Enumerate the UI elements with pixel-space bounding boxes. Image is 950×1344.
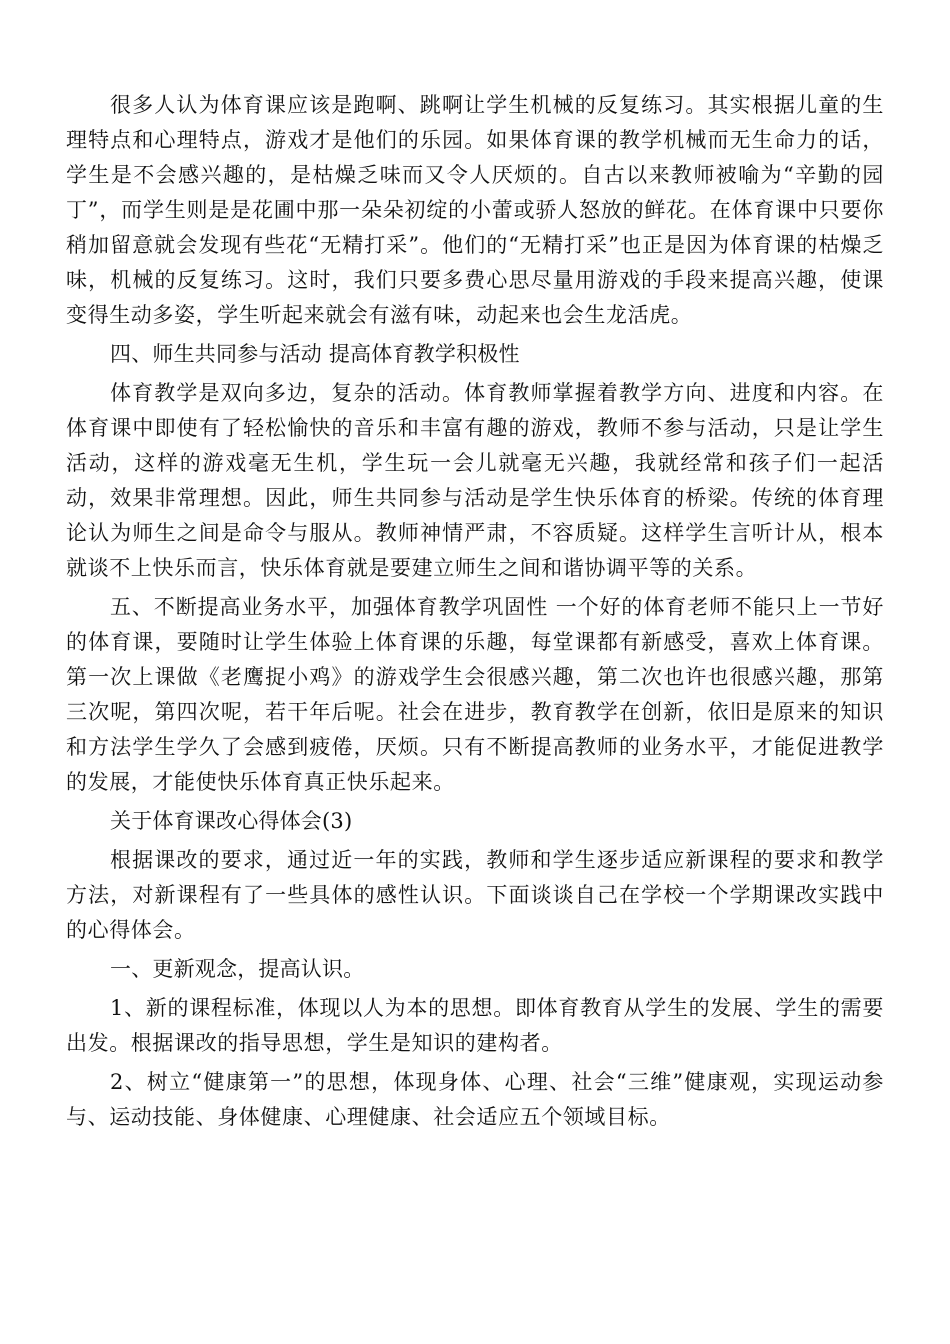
document-page bbox=[66, 88, 884, 1139]
heading-article-three: 关于体育课改心得体会(3) bbox=[110, 809, 353, 833]
paragraph-curriculum-reform-intro: 根据课改的要求，通过近一年的实践，教师和学生逐步适应新课程的要求和教学方法，对新课程有了一些具体的感性认识。下面谈谈自己在学校一个学期课改实践中的心得体会。 bbox=[66, 848, 884, 942]
paragraph-point-two: 2、树立“健康第一”的思想，体现身体、心理、社会“三维”健康观，实现运动参与、运动技能、身体健康、心理健康、社会适应五个领域目标。 bbox=[66, 1070, 884, 1129]
heading-section-four: 四、师生共同参与活动 提高体育教学积极性 bbox=[110, 342, 520, 366]
paragraph-teacher-student-participation: 体育教学是双向多边，复杂的活动。体育教师掌握着教学方向、进度和内容。在体育课中即使有了轻松愉快的音乐和丰富有趣的游戏，教师不参与活动，只是让学生活动，这样的游戏毫无生机，学生玩一会儿就毫无兴趣，我就经常和孩子们一起活动，效果非常理想。因此，师生共同参与活动是学生快乐体育的桥梁。传统的体育理论认为师生之间是命令与服从。教师神情严肃，不容质疑。这样学生言听计从，根本就谈不上快乐而言，快乐体育就是要建立师生之间和谐协调平等的关系。 bbox=[66, 381, 884, 580]
paragraph-games-in-pe: 很多人认为体育课应该是跑啊、跳啊让学生机械的反复练习。其实根据儿童的生理特点和心理特点，游戏才是他们的乐园。如果体育课的教学机械而无生命力的话，学生是不会感兴趣的，是枯燥乏味而又令人厌烦的。自古以来教师被喻为“辛勤的园丁”，而学生则是是花圃中那一朵朵初绽的小蕾或骄人怒放的鲜花。在体育课中只要你稍加留意就会发现有些花“无精打采”。他们的“无精打采”也正是因为体育课的枯燥乏味，机械的反复练习。这时，我们只要多费心思尽量用游戏的手段来提高兴趣，使课变得生动多姿，学生听起来就会有滋有味，动起来也会生龙活虎。 bbox=[66, 93, 884, 327]
paragraph-point-one: 1、新的课程标准，体现以人为本的思想。即体育教育从学生的发展、学生的需要出发。根据课改的指导思想，学生是知识的建构者。 bbox=[66, 996, 884, 1055]
heading-update-concepts: 一、更新观念，提高认识。 bbox=[110, 957, 365, 981]
paragraph-section-five: 五、不断提高业务水平，加强体育教学巩固性 一个好的体育老师不能只上一节好的体育课，要随时让学生体验上体育课的乐趣，每堂课都有新感受，喜欢上体育课。第一次上课做《老鹰捉小鸡》的游戏学生会很感兴趣，第二次也许也很感兴趣，那第三次呢，第四次呢，若干年后呢。社会在进步，教育教学在创新，依旧是原来的知识和方法学生学久了会感到疲倦，厌烦。只有不断提高教师的业务水平，才能促进教学的发展，才能使快乐体育真正快乐起来。 bbox=[66, 595, 884, 794]
